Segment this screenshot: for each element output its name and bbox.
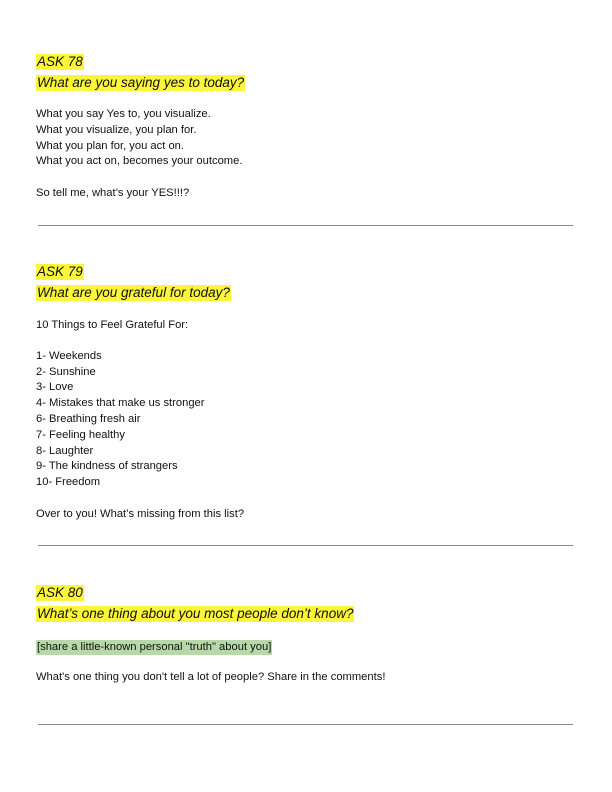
ask-80-closing: What's one thing you don't tell a lot of people? Share in the comments! bbox=[36, 671, 386, 683]
list-item: 9- The kindness of strangers bbox=[36, 460, 178, 473]
ask-78-line: What you act on, becomes your outcome. bbox=[36, 155, 243, 168]
ask-79-closing: Over to you! What’s missing from this list? bbox=[36, 507, 245, 520]
list-item: 6- Breathing fresh air bbox=[36, 412, 141, 425]
ask-78-line: What you say Yes to, you visualize. bbox=[36, 108, 211, 120]
list-item: 4- Mistakes that make us stronger bbox=[36, 397, 205, 410]
divider bbox=[38, 225, 573, 226]
list-item: 10- Freedom bbox=[36, 476, 101, 489]
gratitude-list bbox=[36, 349, 576, 491]
ask-78-question: What are you saying yes to today? bbox=[37, 75, 245, 90]
ask-80-section bbox=[36, 584, 576, 686]
placeholder-note: [share a little-known personal "truth" about you] bbox=[37, 641, 272, 653]
list-item: 7- Feeling healthy bbox=[36, 428, 125, 441]
ask-78-closing: So tell me, what’s your YES!!!? bbox=[36, 187, 190, 200]
ask-79-number: ASK 79 bbox=[37, 264, 83, 279]
ask-78-line: What you visualize, you plan for. bbox=[36, 123, 197, 136]
ask-79-section bbox=[36, 263, 576, 523]
divider bbox=[38, 724, 573, 725]
list-item: 2- Sunshine bbox=[36, 365, 96, 378]
list-item: 8- Laughter bbox=[36, 444, 94, 457]
ask-78-line: What you plan for, you act on. bbox=[36, 139, 185, 152]
ask-79-intro: 10 Things to Feel Grateful For: bbox=[36, 319, 189, 331]
list-item: 3- Love bbox=[36, 381, 74, 394]
ask-80-number: ASK 80 bbox=[37, 585, 83, 600]
divider bbox=[38, 545, 573, 546]
list-item: 1- Weekends bbox=[36, 349, 102, 362]
ask-79-question: What are you grateful for today? bbox=[37, 285, 230, 300]
ask-78-section bbox=[36, 53, 576, 202]
ask-80-question: What’s one thing about you most people don’t know? bbox=[37, 606, 354, 621]
ask-78-number: ASK 78 bbox=[37, 54, 83, 69]
